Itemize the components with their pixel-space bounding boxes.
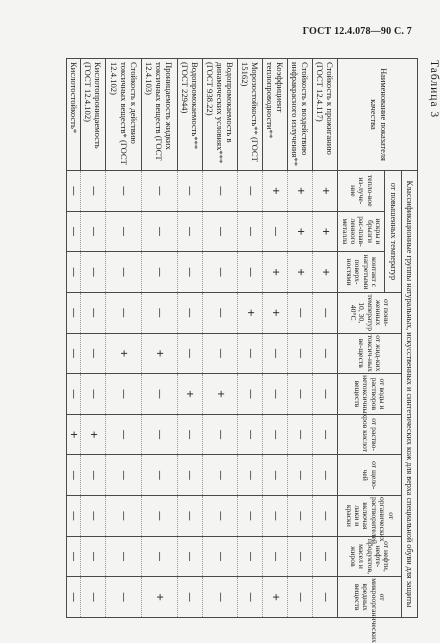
mark-cell: + (141, 333, 177, 374)
mark-cell: + (313, 252, 338, 293)
column-header: от органических растворителей, включая лаки и краски (338, 496, 401, 537)
mark-cell: — (238, 171, 263, 212)
mark-cell: — (177, 252, 202, 293)
mark-cell: — (67, 211, 81, 252)
mark-cell: — (288, 374, 313, 415)
mark-cell: — (106, 374, 142, 415)
mark-cell: — (313, 536, 338, 577)
column-header: от нефти, нефте-продуктов, масел и жиров (338, 536, 401, 577)
mark-cell: — (238, 333, 263, 374)
table-row (202, 59, 238, 618)
mark-cell: — (106, 252, 142, 293)
mark-cell: + (263, 292, 288, 333)
mark-cell: — (202, 577, 238, 618)
mark-cell: — (202, 252, 238, 293)
row-label: Стойкость к прожиганию (ГОСТ 12.4.117) (313, 59, 338, 171)
table-row (313, 59, 338, 618)
mark-cell: — (67, 577, 81, 618)
mark-cell: — (141, 171, 177, 212)
mark-cell: — (67, 496, 81, 537)
mark-cell: + (313, 171, 338, 212)
mark-cell: — (263, 496, 288, 537)
mark-cell: — (263, 536, 288, 577)
mark-cell: — (67, 333, 81, 374)
heat-band-header: от повышенных температур (385, 171, 401, 293)
mark-cell: — (67, 374, 81, 415)
mark-cell: — (177, 496, 202, 537)
classification-table (66, 58, 418, 643)
mark-cell: — (238, 455, 263, 496)
indicator-header: Наименование показателя качества (338, 59, 418, 171)
mark-cell: — (313, 333, 338, 374)
page-header: ГОСТ 12.4.078—90 С. 7 (302, 26, 412, 37)
mark-cell: — (81, 374, 106, 415)
column-header: от воды и растворов нетоксичных веществ (338, 374, 401, 415)
mark-cell: — (288, 577, 313, 618)
mark-cell: — (141, 211, 177, 252)
mark-cell: — (288, 292, 313, 333)
mark-cell: — (141, 292, 177, 333)
mark-cell: + (238, 292, 263, 333)
mark-cell: — (263, 374, 288, 415)
row-label: Водопромокаемость в динамических условиях*** (ГОСТ 938.22) (202, 59, 238, 171)
mark-cell: — (202, 496, 238, 537)
table-body (67, 59, 338, 618)
mark-cell: — (263, 333, 288, 374)
table-row (288, 59, 313, 618)
column-header: от пони-женных температур 10, 30, 40°С (338, 292, 401, 333)
mark-cell: — (288, 414, 313, 455)
table-row (238, 59, 263, 618)
mark-cell: — (141, 496, 177, 537)
mark-cell: — (67, 252, 81, 293)
mark-cell: — (177, 536, 202, 577)
table-row (81, 59, 106, 618)
mark-cell: — (288, 536, 313, 577)
row-label: Морозостойкость** (ГОСТ 15162) (238, 59, 263, 171)
mark-cell: — (141, 455, 177, 496)
mark-cell: — (177, 171, 202, 212)
mark-cell: — (313, 374, 338, 415)
mark-cell: — (81, 333, 106, 374)
column-header: от щело-чей (338, 455, 401, 496)
row-label: Стойкость к действию токсичных веществ* (ГОСТ 12.4.102) (106, 59, 142, 171)
mark-cell: — (177, 414, 202, 455)
mark-cell: — (263, 455, 288, 496)
mark-cell: + (81, 414, 106, 455)
column-header: тепло-вое из-луче-ние (338, 171, 385, 212)
mark-cell: — (238, 252, 263, 293)
mark-cell: + (263, 577, 288, 618)
mark-cell: — (141, 374, 177, 415)
mark-cell: — (106, 211, 142, 252)
mark-cell: — (106, 536, 142, 577)
mark-cell: — (238, 577, 263, 618)
mark-cell: — (141, 252, 177, 293)
row-label: Кислотостойкость* (67, 59, 81, 171)
mark-cell: — (202, 333, 238, 374)
mark-cell: — (81, 536, 106, 577)
mark-cell: — (288, 455, 313, 496)
mark-cell: + (288, 252, 313, 293)
table-row (177, 59, 202, 618)
row-label: Кислотопроницаемость (ГОСТ 12.4.102) (81, 59, 106, 171)
mark-cell: — (202, 414, 238, 455)
mark-cell: — (313, 292, 338, 333)
mark-cell: — (106, 496, 142, 537)
mark-cell: — (202, 211, 238, 252)
row-label: Коэффициент теплопроводности** (263, 59, 288, 171)
mark-cell: + (141, 577, 177, 618)
mark-cell: — (313, 455, 338, 496)
mark-cell: — (177, 455, 202, 496)
mark-cell: — (67, 455, 81, 496)
mark-cell: — (67, 536, 81, 577)
mark-cell: — (313, 496, 338, 537)
mark-cell: — (106, 171, 142, 212)
mark-cell: + (288, 171, 313, 212)
mark-cell: + (313, 211, 338, 252)
mark-cell: — (288, 496, 313, 537)
table-label: Таблица 3 (428, 60, 440, 119)
column-header: искры и брызги рас-плав-ленного металла (338, 211, 385, 252)
mark-cell: — (238, 211, 263, 252)
mark-cell: + (263, 171, 288, 212)
mark-cell: — (106, 577, 142, 618)
mark-cell: — (81, 211, 106, 252)
column-header: от микроорганических вредных веществ (338, 577, 401, 618)
mark-cell: + (202, 374, 238, 415)
groups-header: Классификационные группы натуральных, искусственных и синтетических кож для верха специальной обуви для защиты (401, 171, 417, 618)
mark-cell: + (263, 252, 288, 293)
mark-cell: — (202, 536, 238, 577)
mark-cell: — (81, 252, 106, 293)
mark-cell: — (288, 333, 313, 374)
mark-cell: + (177, 374, 202, 415)
mark-cell: — (81, 292, 106, 333)
mark-cell: — (141, 414, 177, 455)
table-row (67, 59, 81, 618)
mark-cell: — (81, 496, 106, 537)
mark-cell: — (177, 333, 202, 374)
mark-cell: — (106, 292, 142, 333)
mark-cell: + (106, 333, 142, 374)
mark-cell: — (67, 171, 81, 212)
table-row (106, 59, 142, 618)
mark-cell: — (313, 577, 338, 618)
mark-cell: — (106, 414, 142, 455)
mark-cell: — (81, 455, 106, 496)
mark-cell: — (313, 414, 338, 455)
mark-cell: — (202, 455, 238, 496)
column-header: контакт с нагретыми поверх-ностями (338, 252, 385, 293)
mark-cell: — (177, 211, 202, 252)
mark-cell: — (177, 292, 202, 333)
mark-cell: — (238, 374, 263, 415)
row-label: Водопромокаемость*** (ГОСТ 22944) (177, 59, 202, 171)
table-row (141, 59, 177, 618)
column-header: от жид-ких токсич-ных ве-ществ (338, 333, 401, 374)
column-header: от раство-ров кислот (338, 414, 401, 455)
mark-cell: — (238, 496, 263, 537)
mark-cell: — (141, 536, 177, 577)
row-label: Проницаемость жидких токсичных веществ (ГОСТ 12.4.103) (141, 59, 177, 171)
rotated-table-container (66, 58, 418, 643)
mark-cell: — (81, 577, 106, 618)
mark-cell: — (238, 414, 263, 455)
mark-cell: — (81, 171, 106, 212)
mark-cell: — (263, 414, 288, 455)
mark-cell: — (202, 292, 238, 333)
table-row (263, 59, 288, 618)
mark-cell: — (106, 455, 142, 496)
mark-cell: — (202, 171, 238, 212)
mark-cell: — (263, 211, 288, 252)
mark-cell: — (177, 577, 202, 618)
mark-cell: — (67, 292, 81, 333)
row-label: Стойкость к воздействию инфракрасного излучения** (288, 59, 313, 171)
mark-cell: + (67, 414, 81, 455)
mark-cell: + (288, 211, 313, 252)
mark-cell: — (238, 536, 263, 577)
